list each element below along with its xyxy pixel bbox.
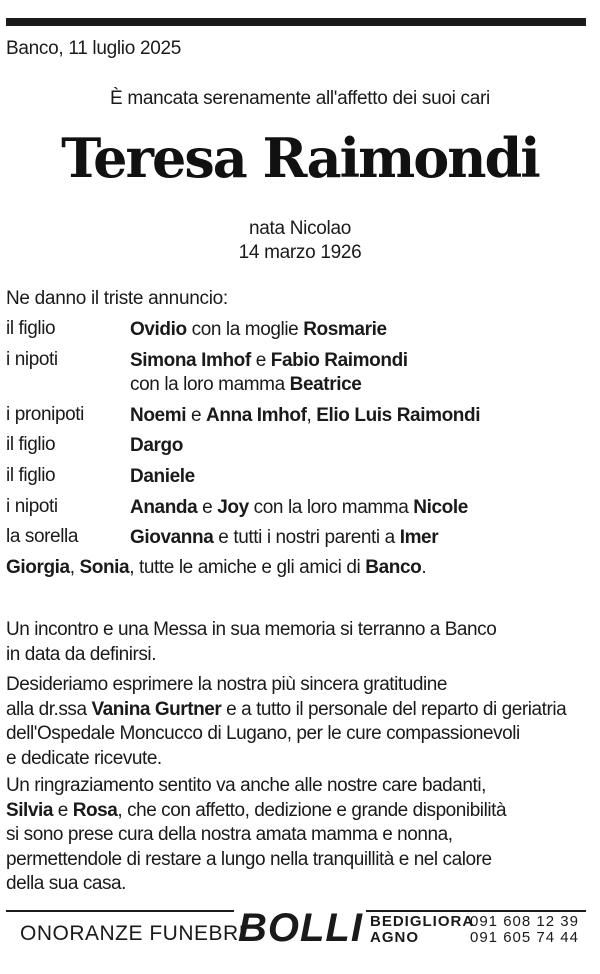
relatives-line: Simona Imhof e Fabio Raimondi con la loro mamma Beatrice <box>130 350 408 395</box>
relation-label: i pronipoti <box>6 404 84 425</box>
dateline: Banco, 11 luglio 2025 <box>6 38 182 59</box>
phone-bedigliora: 091 608 12 39 <box>470 913 579 930</box>
footer-brand-logo: BOLLI <box>238 906 363 950</box>
caregiver-name: Silvia <box>6 799 53 821</box>
relatives-line: Noemi e Anna Imhof, Elio Luis Raimondi <box>130 405 481 426</box>
birth-info <box>0 217 600 265</box>
relatives-line <box>130 434 183 458</box>
relative-name: Elio Luis Raimondi <box>316 405 481 426</box>
place-agno: AGNO <box>370 929 419 946</box>
place-bedigliora: BEDIGLIORA <box>370 913 475 930</box>
relative-name: Giovanna <box>130 527 214 548</box>
relation-label: il figlio <box>6 465 56 486</box>
relation-label: la sorella <box>6 526 79 547</box>
doctor-name: Vanina Gurtner <box>91 698 222 720</box>
relation-label: i nipoti <box>6 349 58 370</box>
friends-line: Giorgia, Sonia, tutte le amiche e gli amici di Banco. <box>6 557 427 578</box>
relative-name: Noemi <box>130 405 187 426</box>
relative-name: Nicole <box>413 497 468 518</box>
place-name: Banco <box>365 557 422 578</box>
phone-agno: 091 605 74 44 <box>470 929 579 946</box>
caregivers-paragraph: Un ringraziamento sentito va anche alle nostre care badanti, Silvia e Rosa, che con affetto, dedizione e grande disponibilità si sono prese cura della nostra amata mamma e nonna, permettendole di restare a lungo nella tranquillità e nel calore della sua casa. <box>6 775 507 894</box>
relative-name: Sonia <box>79 557 130 578</box>
relative-name: Simona Imhof <box>130 350 251 371</box>
mass-paragraph: Un incontro e una Messa in sua memoria si terranno a Banco in data da definirsi. <box>6 619 497 665</box>
footer-rule-left <box>6 910 234 912</box>
top-rule <box>6 18 586 26</box>
relative-name: Joy <box>217 497 249 518</box>
relation-label: il figlio <box>6 318 56 339</box>
relative-name: Anna Imhof <box>206 405 307 426</box>
relation-label: i nipoti <box>6 496 58 517</box>
announcement-lead: Ne danno il triste annuncio: <box>6 288 228 309</box>
relatives-line: Giovanna e tutti i nostri parenti a Imer <box>130 527 439 548</box>
relatives-line <box>130 465 195 489</box>
relative-name: Rosmarie <box>303 319 387 340</box>
relative-name: Daniele <box>130 466 195 487</box>
relatives-line: Ovidio con la moglie Rosmarie <box>130 319 387 340</box>
relative-name: Giorgia <box>6 557 70 578</box>
born-name: nata Nicolao <box>248 218 352 239</box>
footer-phones <box>470 914 579 946</box>
deceased-name: Teresa Raimondi <box>61 126 539 190</box>
relative-name: Imer <box>399 527 439 548</box>
footer-places <box>370 914 474 946</box>
footer-rule-right <box>366 910 586 912</box>
birth-date: 14 marzo 1926 <box>238 242 362 263</box>
relative-name: Ovidio <box>130 319 187 340</box>
intro-line: È mancata serenamente all'affetto dei suoi cari <box>110 88 490 109</box>
caregiver-name: Rosa <box>72 799 118 821</box>
relative-name: Beatrice <box>289 374 362 395</box>
relative-name: Ananda <box>130 497 198 518</box>
relation-label: il figlio <box>6 434 56 455</box>
relative-name: Fabio Raimondi <box>270 350 408 371</box>
footer-label: ONORANZE FUNEBRI <box>20 922 246 945</box>
relative-name: Dargo <box>130 435 183 456</box>
gratitude-paragraph: Desideriamo esprimere la nostra più sincera gratitudine alla dr.ssa Vanina Gurtner e a tutto il personale del reparto di geriatria dell'Ospedale Moncucco di Lugano, per le cure compassionevoli e dedicate ricevute. <box>6 674 567 769</box>
relatives-line: Ananda e Joy con la loro mamma Nicole <box>130 497 468 518</box>
